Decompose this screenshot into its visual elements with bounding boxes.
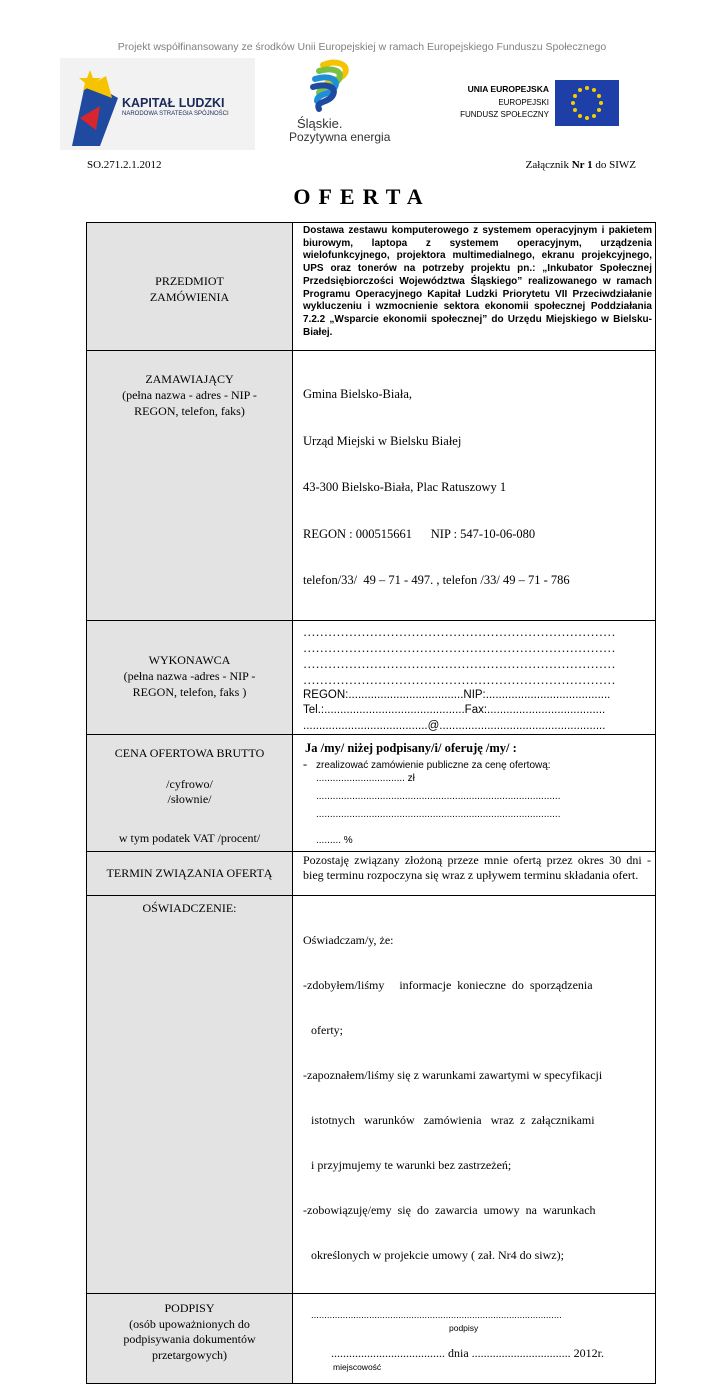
ordering-party-label-line1: ZAMAWIAJĄCY — [145, 372, 234, 386]
eu-line3: FUNDUSZ SPOŁECZNY — [460, 110, 549, 119]
signatures-row — [87, 1294, 656, 1384]
price-label-line1: CENA OFERTOWA BRUTTO — [114, 746, 265, 760]
place-date-field[interactable]: ...................................... dnia ................................. 2012r. — [331, 1346, 604, 1360]
page-title: OFERTA — [293, 184, 431, 209]
statement-item2-line3: i przyjmujemy te warunki bez zastrzeżeń; — [311, 1158, 512, 1172]
eu-line2: EUROPEJSKI — [498, 98, 549, 107]
kapital-ludzki-logo — [60, 58, 255, 150]
place-caption: miejscowość — [333, 1362, 382, 1372]
annex-label: Załącznik Nr 1 do SIWZ — [525, 159, 636, 171]
kapital-ludzki-title: KAPITAŁ LUDZKI — [122, 96, 225, 110]
statement-item2-line2: istotnych warunków zamówienia wraz z załącznikami — [311, 1113, 595, 1127]
ordering-party-line1: Gmina Bielsko-Biała, — [303, 387, 413, 401]
price-value-cell — [293, 735, 656, 852]
ordering-party-line4: REGON : 000515661 NIP : 547-10-06-080 — [303, 526, 536, 541]
price-bullet: - — [303, 757, 308, 771]
subject-label-cell — [87, 223, 293, 351]
subject-label-line1: PRZEDMIOT — [155, 274, 224, 288]
price-words-field-1[interactable]: ........................................................................................ — [316, 791, 561, 802]
ordering-party-label-cell — [87, 351, 293, 621]
price-words-field-2[interactable]: ........................................................................................ — [316, 809, 561, 820]
subject-value-cell — [293, 223, 656, 351]
ordering-party-label-line3: REGON, telefon, faks) — [134, 404, 245, 418]
price-intro: zrealizować zamówienie publiczne za cenę ofertową: — [316, 760, 551, 771]
contractor-email-field[interactable]: .......................................@.................................................... — [303, 719, 606, 732]
ordering-party-line2: Urząd Miejski w Bielsku Białej — [303, 433, 462, 448]
subject-label-line2: ZAMÓWIENIA — [149, 290, 230, 304]
statement-label-cell — [87, 896, 293, 1294]
signatures-value-cell — [293, 1294, 656, 1384]
price-label-line4: w tym podatek VAT /procent/ — [118, 831, 261, 845]
statement-value-cell — [293, 896, 656, 1294]
ordering-party-line3: 43-300 Bielsko-Biała, Plac Ratuszowy 1 — [303, 480, 507, 494]
price-vat-field[interactable]: ......... % — [316, 835, 353, 846]
contractor-tel-fax-field[interactable]: Tel.:............................................Fax:..................................... — [303, 704, 606, 716]
ordering-party-label-line2: (pełna nazwa - adres - NIP - — [122, 388, 257, 402]
signatures-label-line1: PODPISY — [164, 1301, 215, 1315]
contractor-label-line3: REGON, telefon, faks ) — [132, 684, 247, 699]
statement-item3-line2: określonych w projekcie umowy ( zał. Nr4 do siwz); — [311, 1248, 564, 1262]
contractor-regon-nip-field[interactable]: REGON:....................................NIP:....................................... — [303, 688, 611, 701]
cofinancing-note: Projekt współfinansowany ze środków Unii Europejskiej w ramach Europejskiego Funduszu Społecznego — [117, 41, 607, 53]
signatures-label-line4: przetargowych) — [151, 1347, 228, 1362]
contractor-label-line1: WYKONAWCA — [148, 652, 231, 667]
binding-value-cell — [293, 852, 656, 896]
price-heading: Ja /my/ niżej podpisany/i/ oferuję /my/ : — [305, 741, 517, 755]
slaskie-line2: Pozytywna energia — [289, 130, 391, 144]
kapital-ludzki-subtitle: NARODOWA STRATEGIA SPÓJNOŚCI — [122, 111, 229, 117]
ordering-party-row — [87, 351, 656, 621]
eu-logo — [447, 80, 619, 126]
eu-line1: UNIA EUROPEJSKA — [467, 84, 549, 94]
price-label-line2: /cyfrowo/ — [166, 777, 213, 791]
contractor-label-cell — [87, 620, 293, 735]
price-row — [87, 735, 656, 852]
statement-label: OŚWIADCZENIE: — [142, 901, 237, 915]
binding-label-cell — [87, 852, 293, 896]
contractor-value-cell — [293, 620, 656, 735]
contractor-name-line2[interactable]: ………………………………………………………………… — [303, 640, 616, 655]
contractor-name-line1[interactable]: ………………………………………………………………… — [303, 624, 616, 639]
statement-item1-line1: -zdobyłem/liśmy informacje konieczne do sporządzenia — [303, 978, 593, 992]
slaskie-logo — [283, 57, 393, 147]
binding-text: Pozostaję związany złożoną przeze mnie ofertą przez okres 30 dni - bieg terminu rozpoczyna się wraz z upływem terminu składania ofert. — [303, 853, 651, 882]
contractor-address-line2[interactable]: ………………………………………………………………… — [303, 672, 616, 687]
ordering-party-value-cell — [293, 351, 656, 621]
signatures-label-line3: podpisywania dokumentów — [123, 1332, 256, 1346]
ordering-party-line5: telefon/33/ 49 – 71 - 497. , telefon /33/ 49 – 71 - 786 — [303, 573, 570, 587]
signatures-label-cell — [87, 1294, 293, 1384]
signature-caption: podpisy — [449, 1323, 479, 1333]
statement-item2-line1: -zapoznałem/liśmy się z warunkami zawartymi w specyfikacji — [303, 1068, 603, 1082]
binding-label: TERMIN ZWIĄZANIA OFERTĄ — [106, 866, 273, 880]
price-amount-field[interactable]: ................................ zł — [316, 773, 415, 784]
statement-row — [87, 896, 656, 1294]
binding-row — [87, 852, 656, 896]
signature-field[interactable]: ............................................................................................... — [311, 1310, 562, 1321]
contractor-label-line2: (pełna nazwa -adres - NIP - — [123, 668, 256, 683]
eu-flag-icon — [555, 80, 619, 126]
statement-intro: Oświadczam/y, że: — [303, 933, 394, 947]
signatures-label-line2: (osób upoważnionych do — [129, 1316, 250, 1331]
slaskie-line1: Śląskie. — [297, 116, 343, 131]
price-label-line3: /słownie/ — [167, 792, 212, 806]
contractor-row — [87, 620, 656, 735]
statement-item1-line2: oferty; — [311, 1023, 343, 1037]
offer-form-table — [86, 222, 656, 1384]
price-label-cell — [87, 735, 293, 852]
subject-row — [87, 223, 656, 351]
slaskie-waves-icon — [283, 57, 393, 119]
subject-text: Dostawa zestawu komputerowego z systemem operacyjnym i pakietem biurowym, laptopa z systemem operacyjnym, urządzenia wielofunkcyjnego, projektora multimedialnego, ekranu projekcyjnego, UPS oraz tonerów na potrzeby projektu pn.: „Inkubator Społecznej Przedsiębiorczości Województwa Śląskiego” realizowanego w ramach Programu Operacyjnego Kapitał Ludzki Priorytetu VII Przeciwdziałanie wykluczeniu i wzmocnienie sektora ekonomii społecznej Poddziałania 7.2.2 „Wsparcie ekonomii społecznej” do Urzędu Miejskiego w Bielsku-Białej. — [303, 225, 652, 338]
document-reference: SO.271.2.1.2012 — [87, 159, 162, 171]
contractor-address-line1[interactable]: ………………………………………………………………… — [303, 656, 616, 671]
statement-item3-line1: -zobowiązuję/emy się do zawarcia umowy na warunkach — [303, 1203, 596, 1217]
